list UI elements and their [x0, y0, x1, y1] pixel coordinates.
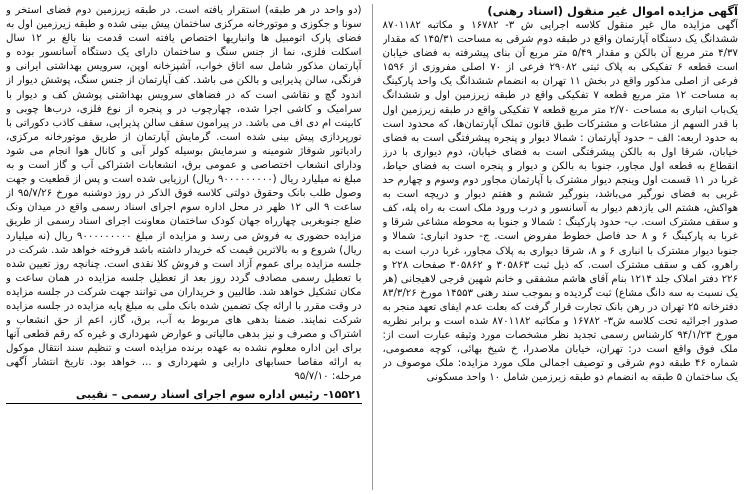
notice-left-text: (دو واحد در هر طبقه) استقرار یافته است. در طبقه زیرزمین دوم فضای استخر و سونا و جکوزی و موتورخانه مرکزی ساختمان پیش بینی شده و طبقه زیرزمین اول به فضای پارک اتومبیل ها وانباریها اختصاص یافته است قدمت بنا بالغ بر ۱۲ سال اسکلت فلزی، نما از جنس سنگ و ساختمان دارای یک دستگاه آسانسور بوده و آپارتمان مذکور شامل سه اتاق خواب، آشپزخانه اوپن، سرویس بهداشتی ایرانی و فرنگی، سالن پذیرایی و بالکن می باشد. کف آپارتمان از جنس سنگ، پوشش دیوار از اندود گچ و نقاشی است که در فضاهای سرویس بهداشتی پوشش کف و دیوار با سرامیک و کاشی اجرا شده، چهارچوب در و پنجره از نوع فلزی، درب‌ها چوبی و کابینت ام دی اف می باشد. در پیرامون سقف سالن پذیرایی، سقف کاذب دکوراتی با نورپردازی پیش بینی شده است. گرمایش آپارتمان از طریق موتورخانه مرکزی، رادیاتور شوفاژ شومینه و سرمایش بوسیله کولر آبی و کانال هوا انجام می شود ودارای انشعاب اختصاصی و عمومی برق، انشعابات اشتراکی آب و گاز است و به مبلغ نه میلیارد ریال (۹۰۰۰۰۰۰۰۰۰ ریال) ارزیابی شده است و پس از قطعیت و جهت وصول طلب بانک وحقوق دولتی کلاسه فوق الذکر در روز دوشنبه مورخ ۹۵/۷/۲۶ از ساعت ۹ الی ۱۲ ظهر در محل اداره سوم اجرای اسناد رسمی واقع در میدان ونک ضلع جنوبغربی چهارراه جهان کودک ساختمان معاونت اجرای اسناد رسمی از طریق مزایده حضوری به فروش می رسد و مزایده از مبلغ ۹۰۰۰۰۰۰۰۰۰ ریال (نه میلیارد ریال) شروع و به بالاترین قیمت که خریدار داشته باشد فروخته خواهد شد. شرکت در جلسه مزایده برای عموم آزاد است و فروش کلا نقدی است. چنانچه روز تعیین شده با تعطیل رسمی مصادف گردد روز بعد از تعطیل جلسه مزایده در همان ساعت و مکان تشکیل خواهد شد. طالبین و خریداران می توانند جهت شرکت در جلسه مزایده در وقت مقرر با ارائه چک تضمین شده بانک ملی به مبلغ پایه مزایده در جلسه مزایده شرکت نمایند. ضمنا بدهی های مربوط به آب، برق، گاز، اعم از حق انشعاب و اشتراک و مصرف و نیز بدهی مالیاتی و عوارض شهرداری و غیره که رقم قطعی آنها برای این اداره معلوم نشده به عهده برنده مزایده است و تنظیم سند انتقال موکول به ارائه مفاصا حسابهای دارایی و شهرداری و ... خواهد بود. تاریخ انتشار آگهی مرحله: ۹۵/۷/۱۰ [6, 5, 362, 383]
notice-columns [6, 4, 738, 490]
notice-left-column [6, 4, 362, 490]
notice-signature: ۱۵۵۲۱- رئیس اداره سوم اجرای اسناد رسمی – نقیبی [75, 387, 362, 401]
column-divider [372, 4, 373, 490]
notice-right-column [383, 4, 739, 490]
footer-rule [6, 403, 362, 404]
notice-title: آگهی مزایده اموال غیر منقول (اسناد رهنی) [487, 4, 738, 18]
notice-right-text: آگهی مزایده مال غیر منقول کلاسه اجرایی ش ۳- ۱۶۷۸۲ و مکاتبه ۸۷۰۱۱۸۲ ششدانگ یک دستگاه آپارتمان واقع در طبقه دوم شرقی به مساحت ۱۴۵/۳۱ که مقدار ۴/۳۷ متر مربع آن بالکن و مقدار ۵/۴۹ متر مربع آن بنای پیشرفته به فضای خیابان است قطعه ۶ تفکیکی به پلاک ثبتی ۲۹۰۸۲ فرعی از ۷۰ اصلی مفروزی از ۱۵۹۶ فرعی از اصلی مذکور واقع در بخش ۱۱ تهران به انضمام ششدانگ یک واحد پارکینگ به مساحت ۱۲ متر مربع قطعه ۷ تفکیکی واقع در طبقه زیرزمین اول و ششدانگ یک‌باب انباری به مساحت ۲/۷۰ متر مربع قطعه ۷ تفکیکی واقع در طبقه زیرزمین اول با قدر السهم از مشاعات و مشترکات طبق قانون تملک آپارتمان‌ها، که محدود است به حدود اربعه: الف – حدود آپارتمان : شمالا دیوار و پنجره پیشرفتگی است به فضای خیابان، شرقا اول به بالکن پیشرفتگی است به فضای خیابان، دوم دیواری با درز انقطاع به قطعه اول مجاور، جنوبا به بالکن و دیوار و پنجره است به فضای حیاط، غربا در ۱۱ قسمت اول وینجم دیوار مشترک با آپارتمان مجاور دوم وسوم و چهارم حد غربی به فضای نورگیر می‌باشد، بنورگیر ششم و هفتم دیوار و دریچه است به هواکش، هشتم الی یازدهم دیوار به آسانسور و درب ورود ملک است به راه پله، کف و سقف مشترک است. ب- حدود پارکینگ : شمالا و جنوبا به محوطه مشاعی شرقا و غربا به پارکینگ ۶ و ۸ حد فاصل خطوط مفروض است. ج- حدود انباری: شمالا و جنوبا دیوار مشترک با انباری ۶ و ۸، شرقا دیواری به پلاک مجاور، غربا درب است به راهرو، کف و سقف مشترک است. که ذیل ثبت ۳۰۵۸۶۳ و ۳۰۵۸۶۲ صفحات ۲۲۸ و ۲۲۶ دفتر املاک جلد ۱۲۱۴ بنام آقای هاشم مشفقی و خانم شهین قرجی لاهیجانی (هر یک نسبت به سه دانگ مشاع) ثبت گردیده و بموجب سند رهنی ۱۴۵۵۳ مورخ ۸۳/۳/۲۶ دفترخانه ۲۵ تهران در رهن بانک تجارت قرار گرفت که بعلت عدم ایفای تعهد منجر به صدور اجرائیه تحت کلاسه ش۳- ۱۶۷۸۲ و مکاتبه ۸۷۰۱۱۸۲ شده است و برابر نظریه مورخ ۹۴/۱/۲۳ کارشناس رسمی تجدید نظر مشخصات مورد وثیقه عبارت است از: ملک فوق واقع است در: تهران، خیابان ملاصدرا، خ شیخ بهائی، کوچه معصومی، شماره ۴۶ طبقه دوم شرقی و توصیف اجمالی ملک مورد مزایده: ملک موصوف در یک ساختمان ۵ طبقه به انضمام دو طبقه زیرزمین شامل ۱۰ واحد مسکونی [382, 20, 738, 384]
notice-footer [6, 388, 362, 404]
